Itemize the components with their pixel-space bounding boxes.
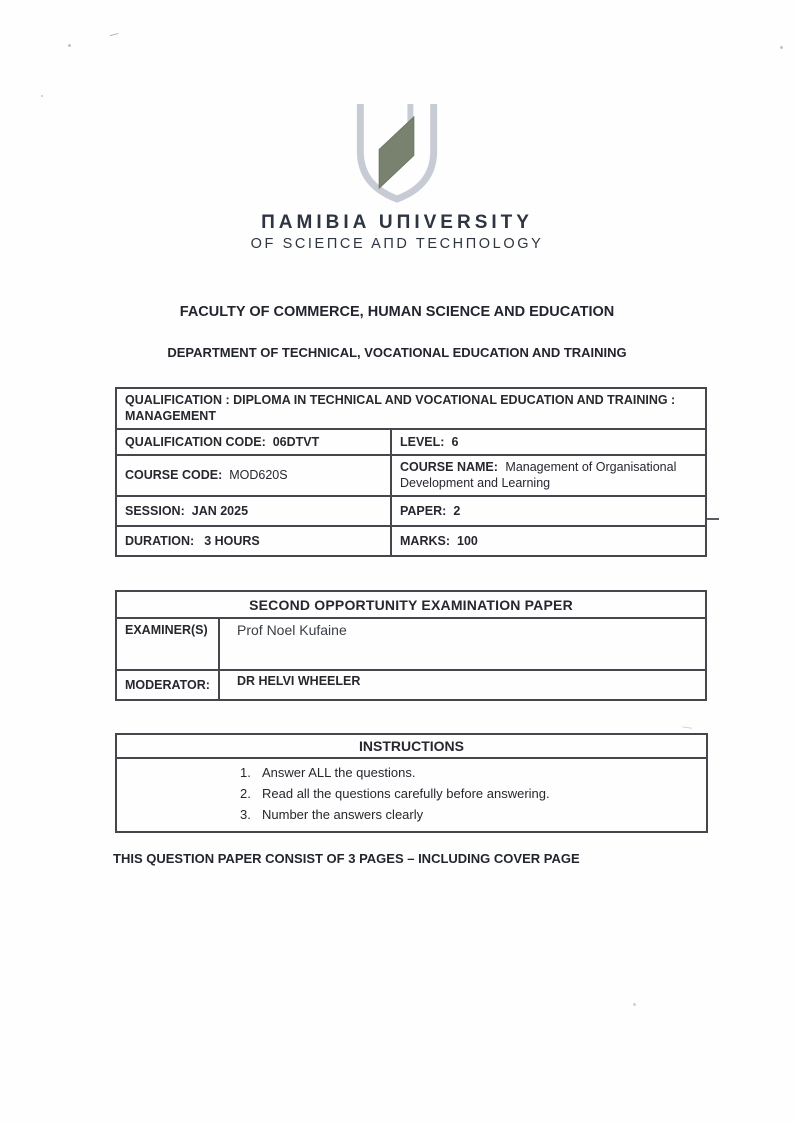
level-value: 6: [451, 434, 459, 449]
exam-paper-title: SECOND OPPORTUNITY EXAMINATION PAPER: [249, 596, 573, 613]
scan-artifact: [780, 46, 783, 49]
instruction-text: Read all the questions carefully before answering.: [262, 786, 550, 801]
instructions-table: [115, 733, 708, 833]
faculty-heading: FACULTY OF COMMERCE, HUMAN SCIENCE AND EDUCATION: [179, 304, 615, 320]
scan-artifact: [633, 1003, 636, 1006]
examiner-label: EXAMINER(S): [125, 623, 208, 637]
duration-cell: [117, 527, 392, 555]
examiner-label-cell: [117, 619, 220, 669]
moderator-value: DR HELVI WHEELER: [237, 674, 361, 688]
marks-value: 100: [457, 534, 478, 549]
table-row-instructions-title: [117, 735, 706, 757]
scan-artifact: [68, 44, 71, 47]
table-row-exam-title: [117, 592, 705, 617]
qualification-code-value: 06DTVT: [272, 434, 320, 449]
university-tagline: OF SCIEΠCE AΠD TECHΠOLOGY: [250, 236, 544, 252]
course-name-cell: [392, 456, 705, 496]
scan-artifact: [41, 95, 43, 97]
table-row-session: [117, 495, 705, 525]
page-count-note: THIS QUESTION PAPER CONSIST OF 3 PAGES – INCLUDING COVER PAGE: [113, 851, 580, 866]
level-cell: [392, 430, 705, 454]
course-code-label: COURSE CODE:: [125, 468, 223, 483]
instructions-list: [117, 759, 706, 831]
instruction-item: [240, 783, 706, 804]
examiner-value-cell: [220, 619, 705, 669]
qualification-cell: QUALIFICATION : DIPLOMA IN TECHNICAL AND VOCATIONAL EDUCATION AND TRAINING : MANAGEMENT: [125, 393, 676, 424]
level-label: LEVEL:: [400, 434, 445, 449]
university-name: ΠAMIBIA UΠIVERSITY: [261, 212, 533, 233]
qualification-code-cell: [117, 430, 392, 454]
course-name-label: COURSE NAME:: [400, 459, 498, 474]
table-row-qualification-code: [117, 428, 705, 454]
course-name-value: Management of Organisational Development and Learning: [400, 459, 677, 491]
moderator-label-cell: [117, 671, 220, 699]
university-logo: [0, 100, 794, 252]
course-code-cell: [117, 456, 392, 496]
paper-cell: [392, 497, 705, 525]
course-details-table: [115, 387, 707, 557]
duration-label: DURATION:: [125, 534, 195, 549]
table-row-instructions-body: [117, 757, 706, 831]
instruction-text: Answer ALL the questions.: [262, 765, 416, 780]
marks-cell: [392, 527, 705, 555]
scan-artifact: [110, 33, 119, 38]
table-row-duration: [117, 525, 705, 555]
instructions-title: INSTRUCTIONS: [359, 738, 464, 754]
marks-label: MARKS:: [400, 534, 450, 549]
table-row-course: [117, 454, 705, 496]
paper-label: PAPER:: [400, 504, 447, 519]
instruction-number: 1.: [240, 765, 251, 780]
session-cell: [117, 497, 392, 525]
instruction-text: Number the answers clearly: [262, 807, 424, 822]
instruction-number: 2.: [240, 786, 251, 801]
paper-value: 2: [453, 504, 461, 519]
duration-value: 3 HOURS: [204, 534, 260, 549]
table-row-qualification: [117, 389, 705, 428]
table-row-examiner: [117, 617, 705, 669]
department-heading: DEPARTMENT OF TECHNICAL, VOCATIONAL EDUCATION AND TRAINING: [167, 345, 627, 360]
moderator-label: MODERATOR:: [125, 678, 210, 692]
scan-artifact-line: [706, 518, 719, 520]
course-code-value: MOD620S: [229, 468, 288, 483]
session-value: JAN 2025: [191, 504, 249, 519]
exam-paper-table: [115, 590, 707, 701]
qualification-code-label: QUALIFICATION CODE:: [125, 434, 266, 449]
instruction-item: [240, 804, 706, 825]
nust-shield-icon: [351, 100, 443, 204]
session-label: SESSION:: [125, 504, 185, 519]
scan-artifact: [682, 726, 692, 730]
examiner-value: Prof Noel Kufaine: [237, 622, 347, 638]
moderator-value-cell: [220, 671, 705, 699]
table-row-moderator: [117, 669, 705, 699]
instruction-number: 3.: [240, 807, 251, 822]
instruction-item: [240, 762, 706, 783]
